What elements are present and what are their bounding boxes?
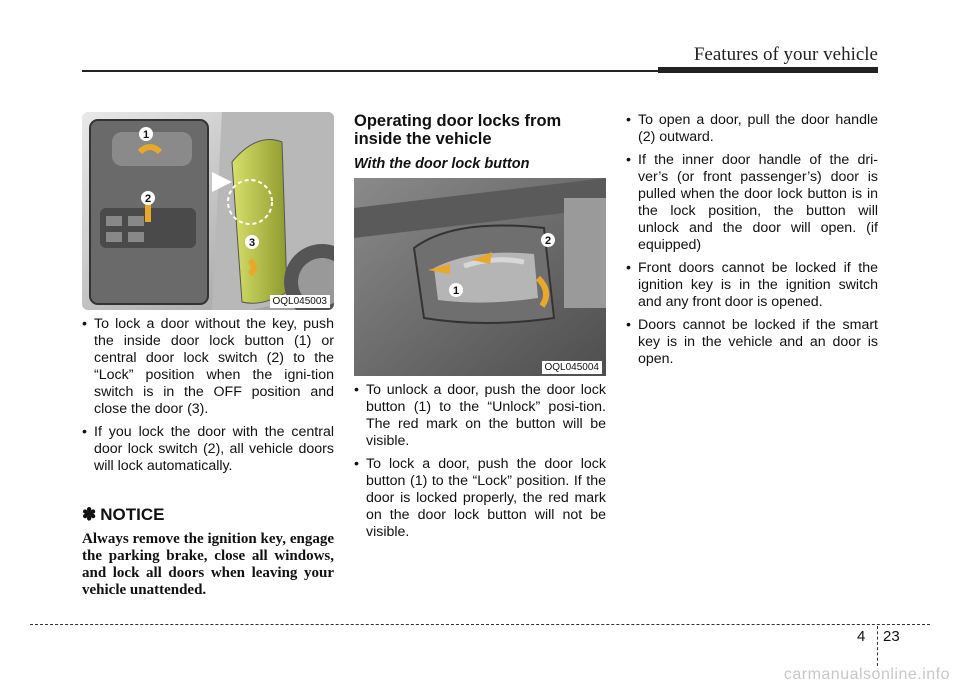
door-lock-figure-1 xyxy=(82,112,334,310)
bullet-item: • To open a door, pull the door handle (2) outward. xyxy=(626,112,878,146)
notice-title: NOTICE xyxy=(100,505,165,524)
bullet-item: • If the inner door handle of the dri-ver’s (or front passenger’s) door is pulled when the door lock button is in the lock position, the button will unlock and the door will open. (if equipped) xyxy=(626,152,878,254)
figure-label-1: 1 xyxy=(452,285,460,297)
header-rule-accent xyxy=(658,67,878,73)
column-2 xyxy=(354,112,606,541)
chapter-number: 4 xyxy=(857,628,866,645)
figure-code: OQL045003 xyxy=(270,295,331,308)
figure-code: OQL045004 xyxy=(542,361,603,374)
bullet-item: • To lock a door without the key, push the inside door lock button (1) or central door lock switch (2) to the “Lock” position when the igni-tion switch is in the OFF position and close the door (3). xyxy=(82,316,334,418)
section-title: Operating door locks from inside the vehicle xyxy=(354,112,562,148)
door-handle-illustration xyxy=(354,178,606,376)
bullet-list xyxy=(82,316,334,475)
notice-text: Always remove the ignition key, engage the parking brake, close all windows, and lock all doors when leaving your vehicle unattended. xyxy=(82,531,334,598)
bullet-list xyxy=(354,382,606,541)
notice-symbol-icon: ✽ xyxy=(82,505,97,524)
header-title: Features of your vehicle xyxy=(693,44,878,65)
watermark: carmanualsonline.info xyxy=(783,666,950,683)
bullet-item: • To lock a door, push the door lock button (1) to the “Lock” position. If the door is locked properly, the red mark on the door lock button will not be visible. xyxy=(354,456,606,541)
figure-label-3: 3 xyxy=(248,237,256,249)
bullet-item: • If you lock the door with the central door lock switch (2), all vehicle doors will lock automatically. xyxy=(82,424,334,475)
bullet-list xyxy=(626,112,878,368)
bullet-item: • To unlock a door, push the door lock button (1) to the “Unlock” posi-tion. The red mark on the button will be visible. xyxy=(354,382,606,450)
column-1 xyxy=(82,112,334,599)
bullet-item: • Front doors cannot be locked if the ignition key is in the ignition switch and any front door is opened. xyxy=(626,260,878,311)
footer-rule xyxy=(30,624,930,625)
page-number: 23 xyxy=(883,628,900,645)
section-subtitle: With the door lock button xyxy=(354,156,530,172)
car-door-illustration xyxy=(82,112,334,310)
bullet-item: • Doors cannot be locked if the smart key is in the vehicle and an door is open. xyxy=(626,317,878,368)
figure-label-2: 2 xyxy=(544,235,552,247)
footer-divider xyxy=(877,626,878,666)
column-3 xyxy=(626,112,878,368)
door-lock-figure-2 xyxy=(354,178,606,376)
figure-label-2: 2 xyxy=(144,193,152,205)
notice-heading xyxy=(82,505,334,525)
figure-label-1: 1 xyxy=(142,129,150,141)
